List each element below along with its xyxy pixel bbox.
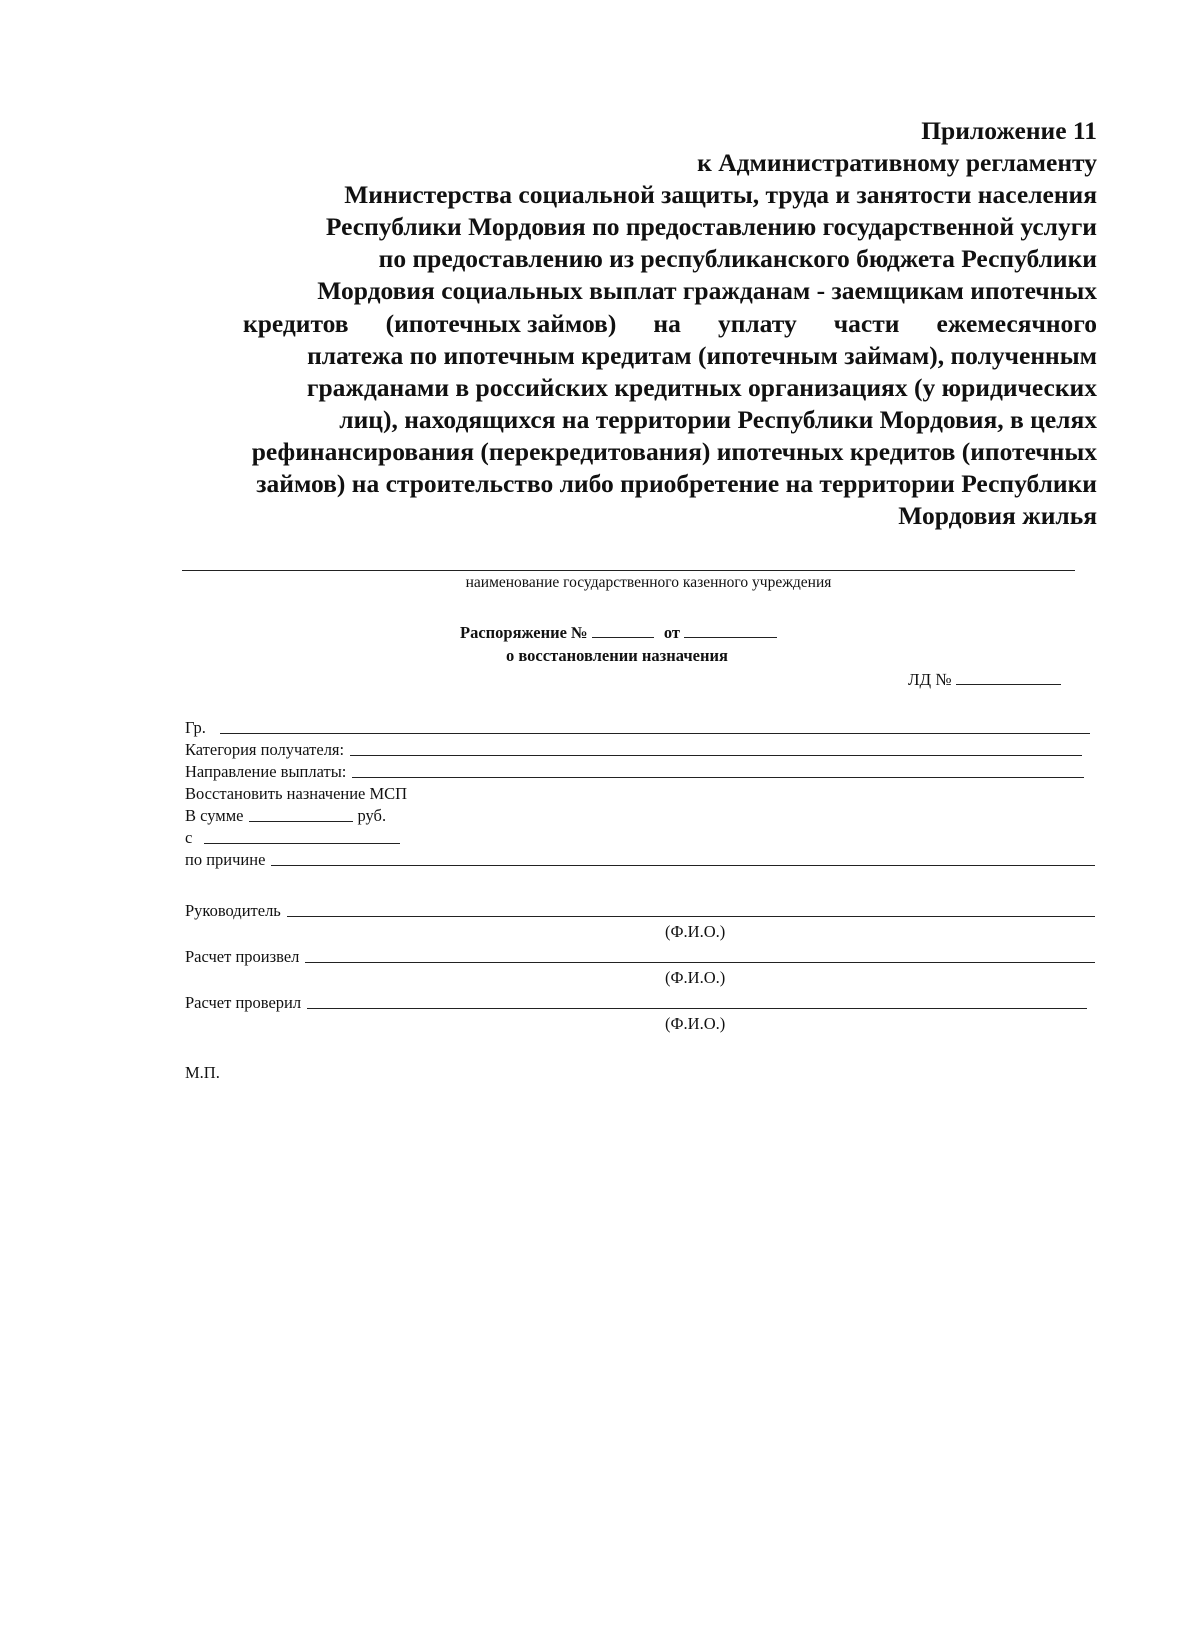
order-number-label: Распоряжение №: [460, 623, 588, 642]
fio-caption: (Ф.И.О.): [665, 922, 726, 941]
header-word: ежемесячного: [936, 308, 1097, 338]
direction-field[interactable]: [352, 776, 1084, 778]
calc-made-label: Расчет произвел: [185, 947, 300, 966]
header-line: к Административному регламенту: [697, 148, 1097, 178]
fio-caption: (Ф.И.О.): [665, 1014, 726, 1033]
from-date-field[interactable]: [204, 842, 400, 844]
order-date-label: от: [663, 623, 681, 642]
category-field[interactable]: [350, 754, 1082, 756]
order-title: [460, 623, 777, 643]
header-line: гражданами в российских кредитных организациях (у юридических: [306, 372, 1097, 402]
appendix-number: Приложение 11: [921, 116, 1097, 145]
header-line: Мордовия жилья: [898, 501, 1097, 531]
from-row: [185, 826, 1090, 848]
sum-field[interactable]: [249, 820, 353, 822]
institution-name-field[interactable]: [182, 570, 1075, 571]
currency-label: руб.: [357, 806, 387, 825]
header-line: Республики Мордовия по предоставлению государственной услуги: [325, 212, 1097, 242]
signatures-block: [185, 897, 1095, 1035]
order-date-field[interactable]: [684, 623, 777, 638]
citizen-row: [185, 716, 1090, 738]
direction-row: [185, 760, 1090, 782]
recipient-form: [185, 716, 1090, 870]
institution-caption: наименование государственного казенного учреждения: [465, 574, 832, 591]
category-label: Категория получателя:: [185, 740, 345, 759]
ld-number-field[interactable]: [956, 670, 1061, 685]
order-subtitle: о восстановлении назначения: [506, 646, 728, 665]
ld-number-label: ЛД №: [908, 670, 952, 689]
header-line: рефинансирования (перекредитования) ипотечных кредитов (ипотечных: [251, 436, 1097, 466]
stamp-place-label: М.П.: [185, 1063, 220, 1082]
citizen-label: Гр.: [185, 718, 206, 737]
restore-label: Восстановить назначение МСП: [185, 784, 408, 803]
restore-row: [185, 782, 1090, 804]
reason-row: [185, 848, 1090, 870]
head-label: Руководитель: [185, 901, 281, 920]
reason-label: по причине: [185, 850, 266, 869]
citizen-field[interactable]: [220, 732, 1090, 734]
order-number-field[interactable]: [592, 623, 654, 638]
header-line: платежа по ипотечным кредитам (ипотечным займам), полученным: [307, 340, 1097, 370]
header-line: Министерства социальной защиты, труда и занятости населения: [344, 180, 1097, 210]
category-row: [185, 738, 1090, 760]
sum-row: [185, 804, 1090, 826]
head-row: [185, 897, 1095, 921]
calc-checked-row: [185, 989, 1095, 1013]
header-word: (ипотечных займов): [385, 308, 617, 338]
header-line: займов) на строительство либо приобретение на территории Республики: [256, 469, 1097, 499]
header-word: на: [653, 308, 681, 338]
head-signature-field[interactable]: [287, 915, 1095, 917]
appendix-header: [177, 115, 1097, 532]
ld-number: [908, 670, 1061, 690]
calc-checked-label: Расчет проверил: [185, 993, 302, 1012]
calc-made-signature-field[interactable]: [305, 961, 1095, 963]
header-line: по предоставлению из республиканского бюджета Республики: [378, 244, 1097, 274]
header-line: лиц), находящихся на территории Республики Мордовия, в целях: [339, 404, 1097, 434]
header-line-justified: [243, 308, 1097, 340]
direction-label: Направление выплаты:: [185, 762, 347, 781]
calc-checked-signature-field[interactable]: [307, 1007, 1087, 1009]
sum-label: В сумме: [185, 806, 244, 825]
header-word: кредитов: [243, 308, 349, 338]
header-line: Мордовия социальных выплат гражданам - заемщикам ипотечных: [317, 276, 1097, 306]
from-label: с: [185, 828, 193, 847]
fio-caption: (Ф.И.О.): [665, 968, 726, 987]
header-word: части: [833, 308, 900, 338]
calc-made-row: [185, 943, 1095, 967]
reason-field[interactable]: [271, 864, 1095, 866]
header-word: уплату: [717, 308, 797, 338]
